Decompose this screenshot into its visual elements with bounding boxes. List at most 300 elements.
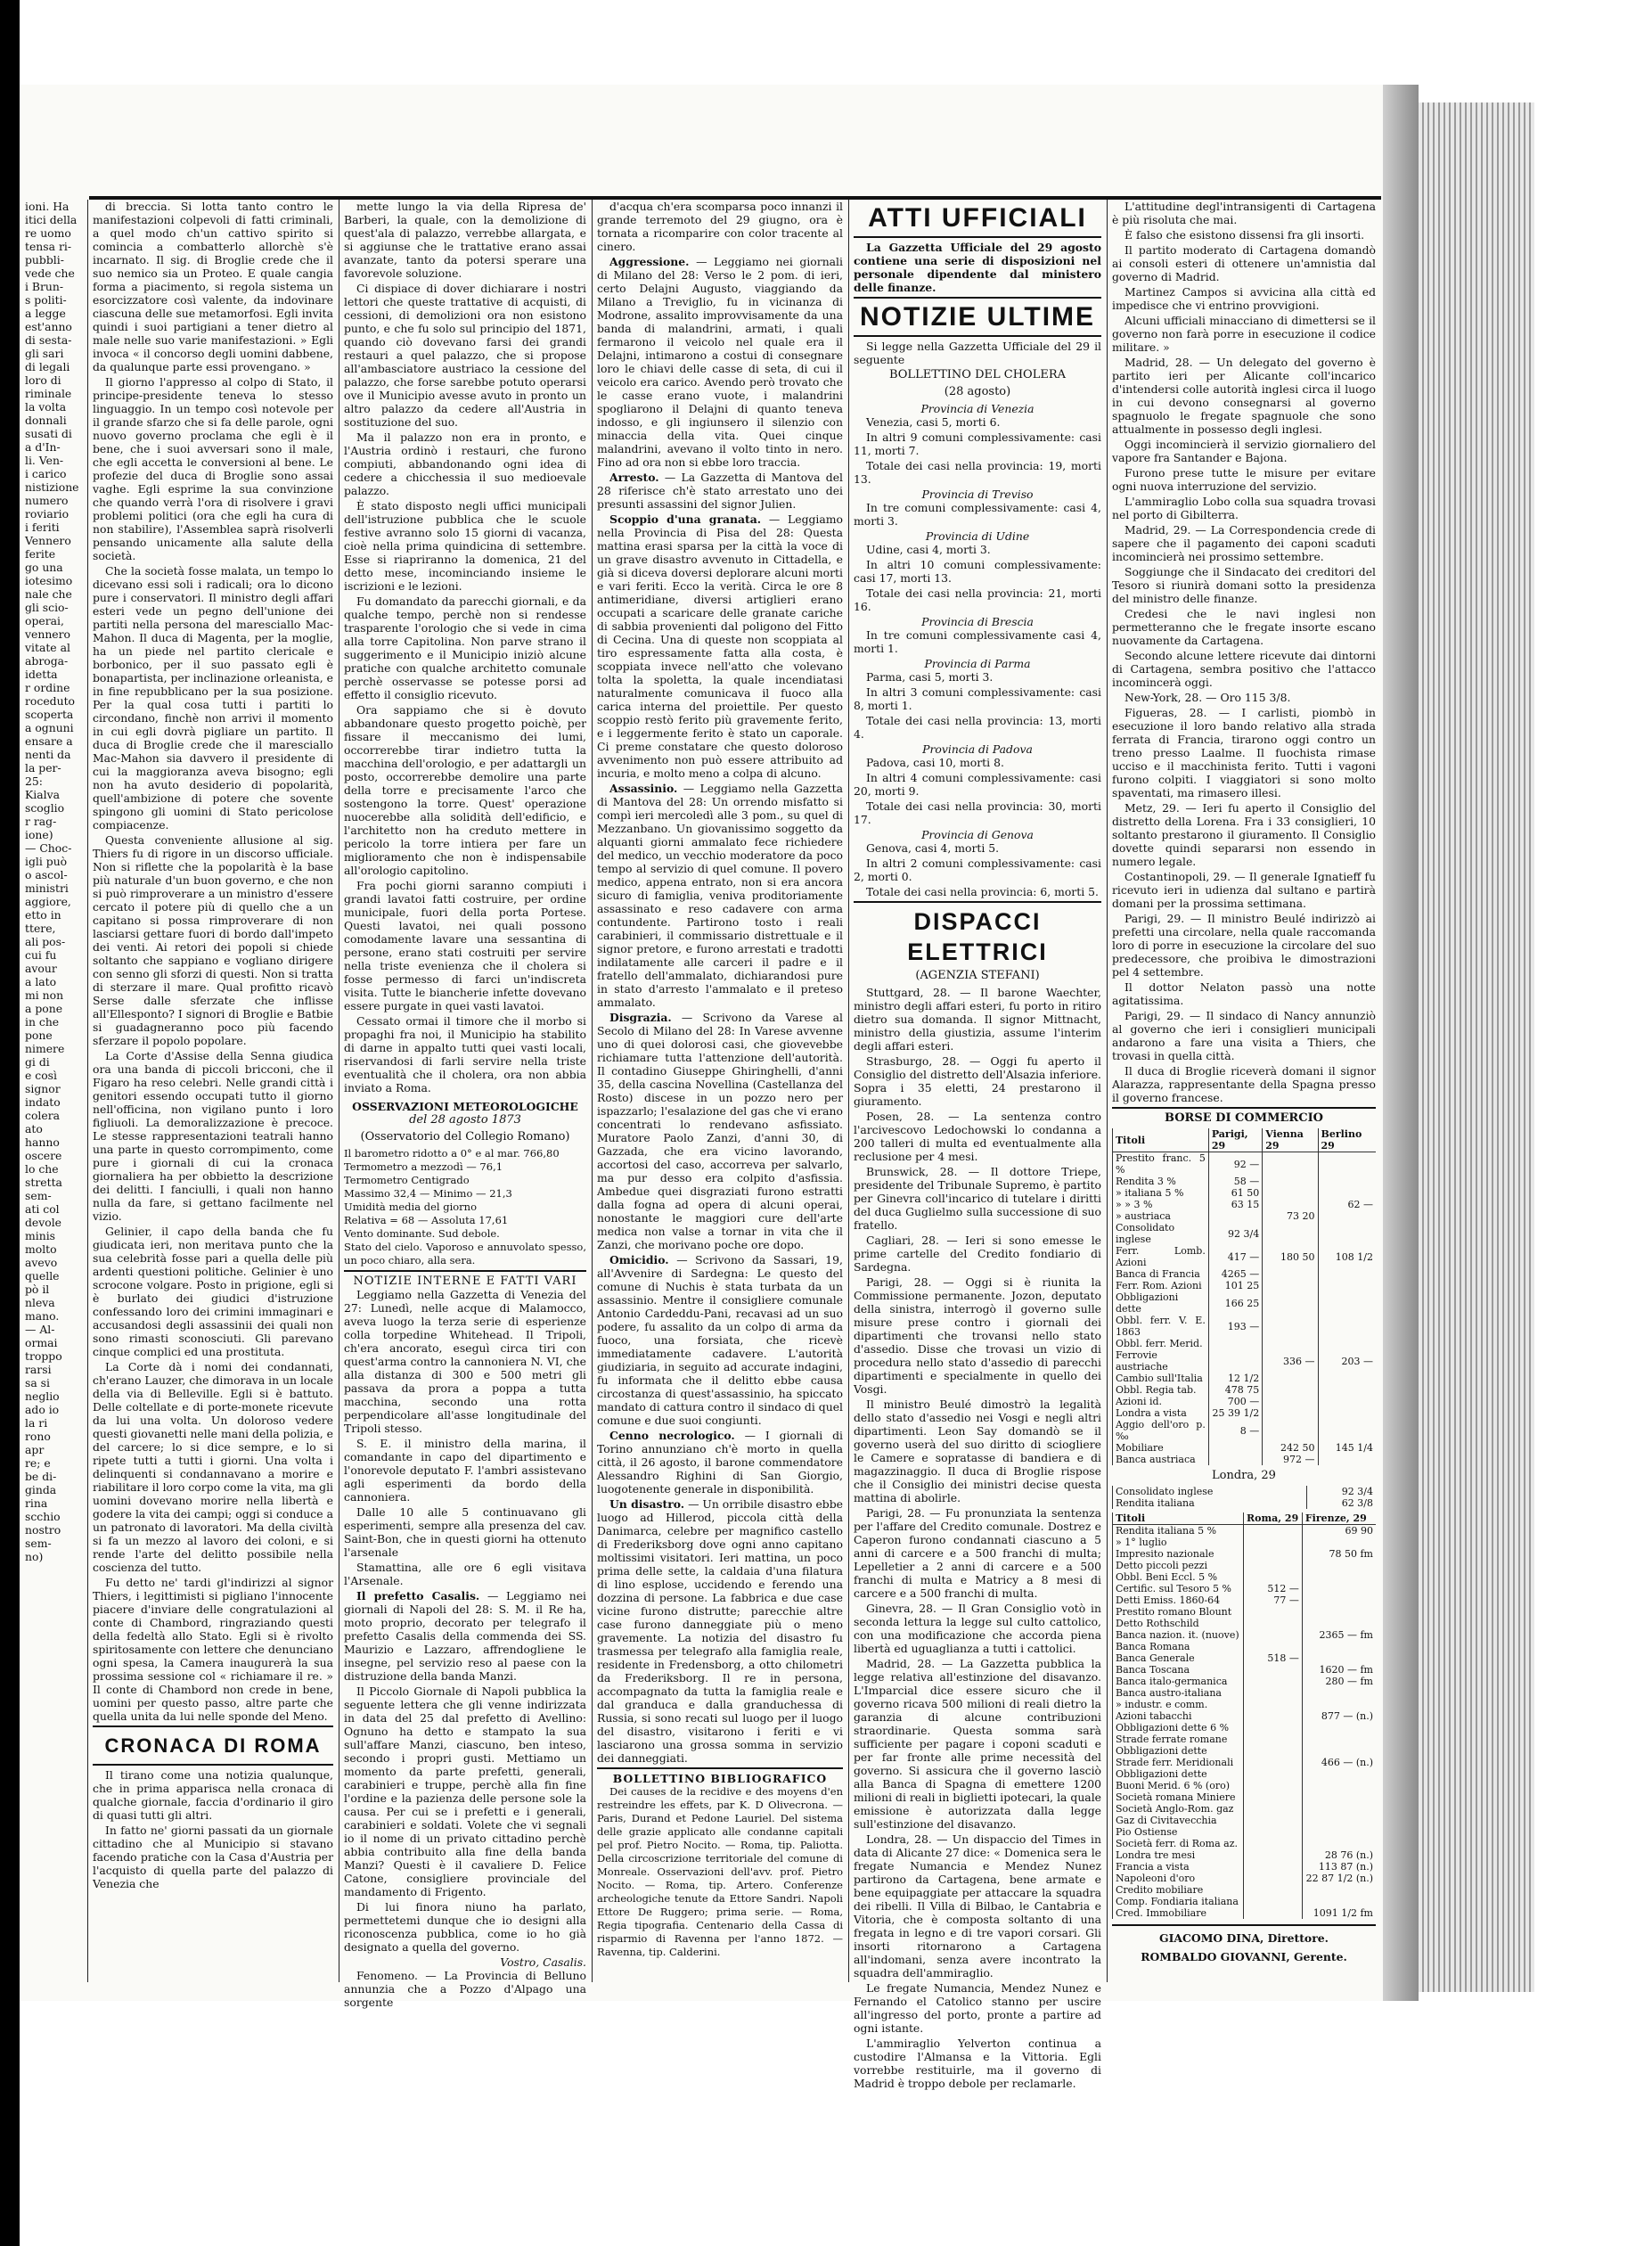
stub-line: no) <box>25 1550 44 1563</box>
meteo-line: Il barometro ridotto a 0° e al mar. 766,80 <box>344 1147 560 1160</box>
table-cell <box>1244 1884 1303 1896</box>
province-name: Provincia di Parma <box>924 657 1031 670</box>
stub-line: molto <box>25 1242 57 1256</box>
paragraph: Oggi incomincierà il servizio giornaliero del vapore fra Santander e Bajona. <box>1112 438 1376 464</box>
col3-paragraphs <box>597 200 843 253</box>
table-cell <box>1302 1838 1376 1849</box>
section-rule <box>344 1270 586 1272</box>
meteo-line: Stato del cielo. Vaporoso e annuvolato spesso, un poco chiaro, alla sera. <box>344 1241 586 1266</box>
news-item-text: — Leggiamo nella Provincia di Pisa del 28: Questa mattina erasi sparsa per la città la voce di un grave disastro avvenuto in Cittadella, e già si diceva doversi deplorare alcuni morti e vari feriti. Ecco la verità. Circa le ore 8 antimeridiane, diversi artiglieri erano occupati a scaricare delle granate cariche di sabbia provenienti dal poligono del Fitto di Cecina. Una di queste non scoppiata al tiro espressamente fatta alla costa, è scoppiata invece nell'atto che volevano tolta la spoletta, la quale incendiatasi naturalmente comunicava il fuoco alla carica interna del proiettile. Per questo scoppio restò ferito più gravemente ferito, e i leggermente ferito è stato un caporale. Ci preme constatare che questo doloroso avvenimento non può essere attribuito ad incuria, e molto meno a colpa di alcuno. <box>597 512 843 780</box>
cholera-title: BOLLETTINO DEL CHOLERA <box>888 368 1066 381</box>
table-row <box>1113 1791 1377 1803</box>
table-row <box>1113 1349 1377 1373</box>
paragraph: S. E. il ministro della marina, il comandante in capo del dipartimento e l'onorevole deputato F. l'ambri assistevano agli esperimenti da bordo della cannoniera. <box>344 1437 586 1504</box>
table-cell <box>1244 1699 1303 1710</box>
dispaccio: Parigi, 28. — Oggi si è riunita la Commissione permanente. Jozon, deputato della sinistra, interrogò il governo sulle misure prese contro i giornali dei dipartimenti che trovansi nello stato d'assedio. Disse che trovasi un vizio di procedura nello stato d'assedio di parecchi dipartimenti e specialmente in quello dei Vosgi. <box>854 1275 1101 1396</box>
table-row <box>1113 1222 1377 1245</box>
stub-line: i Brun- <box>25 280 64 293</box>
stub-line: sem- <box>25 1189 52 1202</box>
table-cell <box>1244 1629 1303 1641</box>
stub-line: numero <box>25 494 69 507</box>
paragraph: La Corte d'Assise della Senna giudica ora una banda di piccoli bricconi, che il Figaro ha reso celebri. Nelle grandi città i genitori essendo occupati tutto il giorno nell'officina, non vigilano punto i loro figliuoli. La demoralizzazione è precoce. Le stesse rappresentazioni teatrali hanno una parte in questo corrompimento, come pure i giornali di cui la cronaca giornaliera ha per obbietto la descrizione dei delitti. I fanciulli, i quali non hanno nulla da fare, si gettano facilmente nel vizio. <box>93 1049 333 1223</box>
stub-line: iotesimo <box>25 574 73 587</box>
table-cell <box>1244 1687 1303 1699</box>
paragraph: Ma il palazzo non era in pronto, e l'Austria ordinò i restauri, che furono compiuti, abbandonando ogni idea di cedere a chicchessia il suo medioevale palazzo. <box>344 430 586 497</box>
paragraph: Il dottor Nelaton passò una notte agitatissima. <box>1112 980 1376 1007</box>
table-cell: 78 50 fm <box>1302 1548 1376 1560</box>
table-cell <box>1244 1664 1303 1676</box>
col1-after-title <box>93 1768 333 1890</box>
stub-line: susati di <box>25 427 72 440</box>
province-line: Totale dei casi nella provincia: 6, morti 5. <box>866 885 1099 898</box>
table-cell <box>1263 1176 1318 1187</box>
page-gutter-shadow <box>1383 85 1419 2001</box>
table-cell: Ferrovie austriache <box>1113 1349 1209 1373</box>
table-row <box>1113 1291 1377 1315</box>
table-row <box>1113 1187 1377 1199</box>
meteo-line: Termometro Centigrado <box>344 1174 470 1186</box>
table-cell: Comp. Fondiaria italiana <box>1113 1896 1244 1907</box>
stub-line: a lato <box>25 975 57 988</box>
table-cell: 12 1/2 <box>1208 1373 1262 1384</box>
table-cell: Banca di Francia <box>1113 1268 1209 1280</box>
table-cell <box>1208 1349 1262 1373</box>
stub-line: nistizione <box>25 480 79 494</box>
table-row <box>1113 1486 1377 1497</box>
table-cell: 972 — <box>1263 1454 1318 1465</box>
stub-line: r rag- <box>25 815 57 828</box>
table-cell <box>1244 1548 1303 1560</box>
paragraph: L'attitudine degl'intransigenti di Cartagena è più risoluta che mai. <box>1112 200 1376 226</box>
news-item-title: Assassinio. <box>609 782 678 795</box>
table-cell <box>1263 1396 1318 1407</box>
table-row <box>1113 1734 1377 1745</box>
table-row <box>1113 1745 1377 1757</box>
province-line: Totale dei casi nella provincia: 13, morti 4. <box>854 714 1101 741</box>
table-header-cell: Vienna 29 <box>1263 1128 1318 1152</box>
dispaccio: Madrid, 28. — La Gazzetta pubblica la legge relativa all'estinzione del disavanzo. L'Imparcial dice essere sicuro che il governo ricava 500 milioni di reali dietro la garanzia di alcune contribuzioni straordinarie. Questa somma sarà sufficiente per pagare i coponi scaduti e per far fronte alle prime necessità del governo. Si assicura che il governo lasciò alla Banca di Spagna di emettere 1200 milioni di reali in biglietti ipotecari, la quale emissione è autorizzata dalla legge sull'estinzione del disavanzo. <box>854 1657 1101 1831</box>
news-item <box>597 1429 843 1496</box>
table-cell: Ferr. Lomb. Azioni <box>1113 1245 1209 1268</box>
paragraph: Ora sappiamo che si è dovuto abbandonare questo progetto poichè, per fissare il meccanismo dei lumi, occorrerebbe tirar indietro tutta la macchina dell'orologio, e per adattargli un posto, occorrerebbe demolire una parte della torre e precisamente l'arco che sostengono la torre. Quest' operazione nuocerebbe alla solidità dell'edificio, e l'architetto non ha creduto mettere in pericolo la torre intiera per fare un miglioramento che non è indispensabile all'orologio capitolino. <box>344 703 586 877</box>
news-item-text: — La Gazzetta di Mantova del 28 riferisce ch'è stato arrestato uno dei presunti assassini del signor Julien. <box>597 471 843 511</box>
table-row <box>1113 1907 1377 1919</box>
stub-line: la volta <box>25 400 67 414</box>
table-cell <box>1244 1537 1303 1548</box>
news-item-text: — Leggiamo nei giornali di Milano del 28: Verso le 2 pom. di ieri, certo Delajni Augusto, viaggiando da Milano a Treviglio, fu in vicinanza di Modrone, assalito improvvisamente da una banda di malandrini, armati, i quali fermarono il veicolo nel quale era il Delajni, intimarono a costui di consegnare loro le chiavi delle casse di seta, di cui il veicolo era carico. Avendo però trovato che le casse erano vuote, i malandrini spogliarono il Delajni di quanto teneva indosso, e gli ingiunsero il silenzio con minaccia della vita. Quei cinque malandrini, avevano il volto tinto in nero. Fino ad ora non si ebbe loro traccia. <box>597 255 843 469</box>
stub-line: gli sari <box>25 347 64 360</box>
stub-line: itici della <box>25 213 78 226</box>
column-rule <box>592 200 593 1982</box>
paragraph: Stamattina, alle ore 6 egli visitava l'Arsenale. <box>344 1561 586 1587</box>
table-row <box>1113 1594 1377 1606</box>
table-cell <box>1263 1291 1318 1315</box>
atti-ufficiali-title: ATTI UFFICIALI <box>868 203 1087 233</box>
table-cell: Obbl. ferr. Merid. <box>1113 1338 1209 1349</box>
news-item <box>597 471 843 511</box>
table-row <box>1113 1699 1377 1710</box>
table-cell: 280 — fm <box>1302 1676 1376 1687</box>
paragraph: Figueras, 28. — I carlisti, piombò in esecuzione il loro bando relativo alla strada ferrata di Francia, tirarono oggi contro un treno presso Laalme. Il fuochista rimase ucciso e il macchinista ferito. Tutti i vagoni furono colpiti. I viaggiatori si sono molto spaventati, ma rimasero illesi. <box>1112 706 1376 799</box>
table-header-row <box>1113 1128 1377 1152</box>
province-line: Totale dei casi nella provincia: 19, morti 13. <box>854 459 1101 486</box>
paragraph: Soggiunge che il Sindacato dei creditori del Tesoro si riunirà domani sotto la presidenza del ministro delle finanze. <box>1112 565 1376 605</box>
table-cell <box>1263 1338 1318 1349</box>
stub-line: colera <box>25 1109 61 1122</box>
table-header-cell: Berlino 29 <box>1318 1128 1376 1152</box>
table-cell: 877 — (n.) <box>1302 1710 1376 1722</box>
paragraph: Il duca di Broglie riceverà domani il signor Alarazza, rappresentante della Spagna presso il governo francese. <box>1112 1064 1376 1104</box>
province-line: Totale dei casi nella provincia: 30, morti 17. <box>854 799 1101 826</box>
stub-line: scoglio <box>25 801 65 815</box>
stub-line: rina <box>25 1496 48 1510</box>
stub-line: ginda <box>25 1483 57 1496</box>
table-row <box>1113 1384 1377 1396</box>
table-row <box>1113 1780 1377 1791</box>
stub-line: ione) <box>25 828 53 841</box>
table-cell: Detti Emiss. 1860-64 <box>1113 1594 1244 1606</box>
table-cell: Obbl. Beni Eccl. 5 % <box>1113 1571 1244 1583</box>
table-cell <box>1244 1791 1303 1803</box>
paragraph: Costantinopoli, 29. — Il generale Ignatieff fu ricevuto ieri in udienza dal sultano e partirà domani per la prossima settimana. <box>1112 870 1376 910</box>
table-cell: Obbligazioni dette <box>1113 1768 1244 1780</box>
stub-line: lo che <box>25 1162 59 1176</box>
table-cell <box>1318 1384 1376 1396</box>
table-cell: 69 90 <box>1302 1525 1376 1537</box>
table-cell <box>1318 1280 1376 1291</box>
stub-line: devole <box>25 1216 62 1229</box>
table-cell: 8 — <box>1208 1419 1262 1442</box>
dispaccio: Londra, 28. — Un dispaccio del Times in data di Alicante 27 dice: « Domenica sera le fregate Numancia e Mendez Nunez partirono da Cartagena, bene armate e bene equipaggiate per attaccare la squadra dei ribelli. Il Villa di Bilbao, le Cantabria e Vitoria, che è composta soltanto di una fregata in legno e di tre vapori corsari. Gli insorti ritornarono a Cartagena all'indomani, senza avere incontrato la squadra dell'ammiraglio. <box>854 1832 1101 1980</box>
table-cell <box>1302 1641 1376 1652</box>
table-cell <box>1244 1849 1303 1861</box>
table-cell: Cambio sull'Italia <box>1113 1373 1209 1384</box>
meteo-lines <box>344 1147 586 1267</box>
col3-news-items <box>597 255 843 1765</box>
table-cell <box>1263 1419 1318 1442</box>
table-cell <box>1302 1652 1376 1664</box>
column-1 <box>93 200 333 1982</box>
province-line: In altri 3 comuni complessivamente: casi 8, morti 1. <box>854 685 1101 712</box>
news-item-title: Aggressione. <box>609 255 690 268</box>
table-cell: Londra a vista <box>1113 1407 1209 1419</box>
table-cell <box>1244 1873 1303 1884</box>
dispaccio: Posen, 28. — La sentenza contro l'arcivescovo Ledochowski lo condanna a 200 talleri di multa ed eventualmente alla reclusione per 4 mesi. <box>854 1110 1101 1163</box>
table-cell <box>1318 1407 1376 1419</box>
table-cell: 512 — <box>1244 1583 1303 1594</box>
table-cell <box>1263 1187 1318 1199</box>
table-cell: » industr. e comm. <box>1113 1699 1244 1710</box>
section-rule <box>854 335 1101 337</box>
stub-line: scoperta <box>25 708 74 721</box>
table-cell <box>1244 1722 1303 1734</box>
table-row <box>1113 1722 1377 1734</box>
table-row <box>1113 1884 1377 1896</box>
table-row <box>1113 1768 1377 1780</box>
table-cell <box>1244 1676 1303 1687</box>
dispaccio: Stuttgard, 28. — Il barone Waechter, ministro degli affari esteri, fu porto in ritiro dietro sua domanda. Il signor Mittnacht, ministro della giustizia, assume l'interim degli affari esteri. <box>854 986 1101 1053</box>
paragraph: Cessato ormai il timore che il morbo si propaghi fra noi, il Municipio ha stabilito di darne in appalto tutti quei vasti locali, riservandosi di farli servire nella triste eventualità che il cholera, ora non abbia inviato a Roma. <box>344 1014 586 1094</box>
stub-line: a ognuni <box>25 721 74 734</box>
province-line: In altri 4 comuni complessivamente: casi 20, morti 9. <box>854 771 1101 798</box>
paragraph: Gelinier, il capo della banda che fu giudicata ieri, non meritava punto che la sua celebrità fosse pari a quella delle più ardenti questioni politiche. Gelinier è uno scrocone volgare. Posto in prigione, egli si è burlato dei giudici d'istruzione confessando loro dei crimini immaginari e accusandosi degli assassinii dei quali non sono rimasti sconosciuti. Gli parevano cinque complici ed una prostituta. <box>93 1225 333 1358</box>
table-cell: 101 25 <box>1208 1280 1262 1291</box>
table-cell: 2365 — fm <box>1302 1629 1376 1641</box>
stub-line: pò il <box>25 1283 50 1296</box>
paragraph: Madrid, 28. — Un delegato del governo è partito ieri per Alicante coll'incarico d'intendersi colle autorità inglesi circa il luogo in cui devono consegnarsi al governo spagnuolo le fregate spagnuole che sono attualmente in possesso degli inglesi. <box>1112 356 1376 436</box>
stub-line: avour <box>25 962 57 975</box>
paragraph: È stato disposto negli uffici municipali dell'istruzione pubblica che le scuole festive avranno solo 15 giorni di vacanza, cioè nella prima quindicina di settembre. Esse si riapriranno la domenica, 21 del detto mese, incominciando insieme le iscrizioni e le lezioni. <box>344 499 586 593</box>
column-3 <box>597 200 843 1982</box>
paragraph: Il giorno l'appresso al colpo di Stato, il principe-presidente teneva lo stesso linguaggio. In un tempo così notevole per il grande sfarzo che si fa delle parole, ogni nuovo governo proclama che egli è il bene, che i suoi avversari sono il male, che egli accetta le conversioni al bene. Le profezie del duca di Broglie sono assai vaghe. Egli esprime la sua convinzione che quando verrà l'ora di risolvere i gravi problemi politici (ora che egli ha cura di non stabilire), l'Assemblea saprà risolverli pensando unicamente alla salute della società. <box>93 375 333 562</box>
table-cell: 77 — <box>1244 1594 1303 1606</box>
column-5 <box>1112 200 1376 1982</box>
table-row <box>1113 1687 1377 1699</box>
stub-line: ttere, <box>25 922 56 935</box>
section-rule <box>1112 1924 1376 1926</box>
news-item-title: Arresto. <box>609 471 659 484</box>
paragraph: Che la società fosse malata, un tempo lo dicevano essi soli i radicali; ora lo dicono pure i conservatori. Il ministro degli affari esteri vede un pegno dell'unione dei partiti nella persona del maresciallo Mac-Mahon. Il duca di Magenta, per la moglie, ha un piede nel partito clericale e borbonico, per il suo passato egli è bonapartista, per inclinazione orleanista, e in fine repubblicano per la sua posizione. Per la qual cosa tutti i partiti lo circondano, finchè non arrivi il momento in cui egli dovrà pigliare un partito. Il duca di Broglie crede che il maresciallo Mac-Mahon sia davvero il presidente di cui la maggioranza aveva bisogno; egli non ha avuto desiderio di popolarità, quell'ambizione di potere che sovente spingono gli uomini di Stato pericolose compiacenze. <box>93 564 333 832</box>
stub-line: nale che <box>25 587 72 601</box>
table-row <box>1113 1419 1377 1442</box>
province-line: In altri 2 comuni complessivamente: casi 2, morti 0. <box>854 857 1101 883</box>
province-line: In altri 10 comuni complessivamente: casi 17, morti 13. <box>854 558 1101 585</box>
province-line: Totale dei casi nella provincia: 21, morti 16. <box>854 586 1101 613</box>
table-row <box>1113 1861 1377 1873</box>
table-cell <box>1302 1826 1376 1838</box>
table-cell: Banca austro-italiana <box>1113 1687 1244 1699</box>
table-cell: 145 1/4 <box>1318 1442 1376 1454</box>
news-item-text: — Leggiamo nella Gazzetta di Mantova del 28: Un orrendo misfatto si compì ieri mercoledì alle 3 pom., su quel di Mezzanbano. Un giovanissimo soggetto da alquanti giorni ammalato fece richiedere del medico, un vecchio moderatore da poco tempo al servizio di quel comune. Il povero medico, appena entrato, non si era ancora sicuro di famiglia, veniva proditoriamente assassinato e reso cadavere con arma contundente. Partirono tosto i reali carabinieri, il commissario distrettuale e il signor pretore, e furono arrestati e tradotti indilatamente alle carceri il padre e il fratello dell'ammalato, dichiarandosi pure in stato d'arresto l'ammalato e il preteso ammalato. <box>597 782 843 1009</box>
agenzia-stefani: (AGENZIA STEFANI) <box>915 969 1040 982</box>
table-cell: 478 75 <box>1208 1384 1262 1396</box>
table-cell: Detto Rothschild <box>1113 1618 1244 1629</box>
table-row <box>1113 1315 1377 1338</box>
table-cell <box>1244 1768 1303 1780</box>
meteo-line: Massimo 32,4 — Minimo — 21,3 <box>344 1187 512 1200</box>
province-line: Padova, casi 10, morti 8. <box>866 756 1004 769</box>
stub-line: — Al- <box>25 1323 55 1336</box>
stub-line: nenti da <box>25 748 71 761</box>
table-cell <box>1244 1896 1303 1907</box>
piccolo-item-2: Di lui finora niuno ha parlato, permettetemi dunque che io designi alla riconoscenza pubblica, come io ho già designato a quella del governo. <box>344 1900 586 1954</box>
table-cell: 113 87 (n.) <box>1302 1861 1376 1873</box>
table-cell <box>1208 1454 1262 1465</box>
table-row <box>1113 1618 1377 1629</box>
stub-line: o ascol- <box>25 868 68 881</box>
paragraph: L'ammiraglio Lobo colla sua squadra trovasi nel porto di Gibilterra. <box>1112 495 1376 521</box>
stub-line: nleva <box>25 1296 55 1309</box>
table-row <box>1113 1652 1377 1664</box>
stub-line: stretta <box>25 1176 62 1189</box>
table-cell: Azioni id. <box>1113 1396 1209 1407</box>
table-cell: Impresito nazionale <box>1113 1548 1244 1560</box>
table-cell <box>1302 1780 1376 1791</box>
stub-line: pone <box>25 1029 53 1042</box>
notizie-ultime-title: NOTIZIE ULTIME <box>859 302 1096 332</box>
table-cell <box>1302 1803 1376 1815</box>
table-cell: 166 25 <box>1208 1291 1262 1315</box>
table-cell: » italiana 5 % <box>1113 1187 1209 1199</box>
table-cell: Società Anglo-Rom. gaz <box>1113 1803 1244 1815</box>
table-row <box>1113 1606 1377 1618</box>
table-cell <box>1263 1373 1318 1384</box>
table-cell <box>1208 1442 1262 1454</box>
dispaccio: Le fregate Numancia, Mendez Nunez e Fernando el Catolico stanno per uscire all'ingresso del porto, pronte a partire ad ogni istante. <box>854 1981 1101 2035</box>
londra-title: Londra, 29 <box>1212 1469 1276 1482</box>
stub-line: ministri <box>25 881 69 895</box>
column-rule <box>1107 200 1108 1982</box>
table-row <box>1113 1571 1377 1583</box>
stub-line: — Choc- <box>25 841 72 855</box>
dispaccio: Ginevra, 28. — Il Gran Consiglio votò in seconda lettura la legge sul culto cattolico, con una modificazione che accorda piena libertà ed uguaglianza a tutti i cattolici. <box>854 1602 1101 1655</box>
notizie-intro: Si legge nella Gazzetta Ufficiale del 29 il seguente <box>854 340 1101 366</box>
table-cell <box>1318 1396 1376 1407</box>
stub-line: mi non <box>25 988 64 1002</box>
table-header-cell: Parigi, 29 <box>1208 1128 1262 1152</box>
section-rule <box>1112 1107 1376 1109</box>
table-row <box>1113 1757 1377 1768</box>
table-cell <box>1318 1176 1376 1187</box>
stub-line: pubbli- <box>25 253 64 266</box>
stub-line: hanno <box>25 1135 60 1149</box>
news-item <box>597 1011 843 1251</box>
table-row <box>1113 1210 1377 1222</box>
stub-line: vitate al <box>25 641 70 654</box>
table-cell: 1091 1/2 fm <box>1302 1907 1376 1919</box>
table-cell: Buoni Merid. 6 % (oro) <box>1113 1780 1244 1791</box>
paragraph: Questa conveniente allusione al sig. Thiers fu di rigore in un discorso ufficiale. Non si riflette che la popolarità è la base più naturale d'un buon governo, e che non si può rimproverare a un ministro d'essere cercato il potere più di quello che a un capitano si possa rimproverare di non lasciarsi gettare fuori di bordo dall'impeto dei venti. Ai retori dei popoli si chiede soltanto che sappiano e vogliano dirigere con senno gli sforzi di questi. Non si tratta di sterzare il mare. Qual profitto ricavò Serse dalle sferzate che inflisse all'Ellesponto? I signori di Broglie e Batbie si guadagneranno poco più facendo sferzare il popolo popolare. <box>93 833 333 1047</box>
table-row <box>1113 1537 1377 1548</box>
stub-line: etto in <box>25 908 61 922</box>
table-cell: Prestito franc. 5 % <box>1113 1152 1209 1176</box>
stub-line: a pone <box>25 1002 63 1015</box>
paragraph: Il tirano come una notizia qualunque, che in prima apparisca nella cronaca di qualche giornale, faccia d'ordinario il giro di quasi tutti gli altri. <box>93 1768 333 1822</box>
table-cell: 180 50 <box>1263 1245 1318 1268</box>
table-cell <box>1244 1641 1303 1652</box>
table-header-row <box>1113 1512 1377 1525</box>
column-4 <box>854 200 1101 2090</box>
stub-line: gli scio- <box>25 601 69 614</box>
stub-line: sem- <box>25 1537 52 1550</box>
stub-line: roviario <box>25 507 70 521</box>
table-cell <box>1302 1594 1376 1606</box>
section-rule <box>854 901 1101 903</box>
table-cell: Certific. sul Tesoro 5 % <box>1113 1583 1244 1594</box>
stub-line: minis <box>25 1229 56 1242</box>
table-cell <box>1318 1187 1376 1199</box>
news-item <box>597 1497 843 1765</box>
table-cell <box>1263 1268 1318 1280</box>
table-cell: 25 39 1/2 <box>1208 1407 1262 1419</box>
table-cell: Napoleoni d'oro <box>1113 1873 1244 1884</box>
table-cell <box>1302 1537 1376 1548</box>
book-page-edges <box>1419 102 1534 1992</box>
col5-paragraphs <box>1112 200 1376 1104</box>
table-cell <box>1244 1815 1303 1826</box>
scan-edge <box>0 0 20 2246</box>
stub-line: est'anno <box>25 320 72 333</box>
paragraph: Ci dispiace di dover dichiarare i nostri lettori che queste trattative di acquisti, di cessioni, di demolizioni ora non esistono punto, e che fu solo sul principio del 1871, quando ciò dovevano farsi dei grandi restauri a quel palazzo, che si propose all'ambasciatore austriaco la cessione del palazzo, che forse sarebbe potuto operarsi ove il Municipio avesse avuto in pronto un altro palazzo da cedere all'Austria in sostituzione del suo. <box>344 282 586 429</box>
meteo-observatory: (Osservatorio del Collegio Romano) <box>360 1130 570 1143</box>
stub-line: oscere <box>25 1149 62 1162</box>
stub-line: di legali <box>25 360 70 373</box>
fenomeno-item: Fenomeno. — La Provincia di Belluno annunzia che a Pozzo d'Alpago una sorgente <box>344 1969 586 2009</box>
table-cell <box>1244 1560 1303 1571</box>
table-row <box>1113 1176 1377 1187</box>
table-cell: Azioni tabacchi <box>1113 1710 1244 1722</box>
stub-line: mano. <box>25 1309 60 1323</box>
table-row <box>1113 1245 1377 1268</box>
table-cell: 193 — <box>1208 1315 1262 1338</box>
table-row <box>1113 1560 1377 1571</box>
borse-title: BORSE DI COMMERCIO <box>1165 1111 1323 1125</box>
table-cell <box>1208 1210 1262 1222</box>
stub-line: i carico <box>25 467 67 480</box>
table-cell: Aggio dell'oro p. ‰ <box>1113 1419 1209 1442</box>
table-row <box>1113 1497 1377 1509</box>
casalis-item <box>344 1589 586 1683</box>
section-rule <box>597 1767 843 1769</box>
section-rule <box>93 1725 333 1727</box>
table-cell: 62 — <box>1318 1199 1376 1210</box>
stub-line: go una <box>25 561 63 574</box>
table-row <box>1113 1849 1377 1861</box>
table-cell <box>1318 1454 1376 1465</box>
table-cell <box>1318 1222 1376 1245</box>
gerente: ROMBALDO GIOVANNI, Gerente. <box>1141 1950 1347 1963</box>
news-item-text: — Un orribile disastro ebbe luogo ad Hillerod, piccola città della Danimarca, celebre per magnifico castello di Frederiksborg dove ogni anno capitano moltissimi visitatori. Ieri mattina, un poco prima delle sette, la caldaia d'una filatura di lino esplose, uccidendo e ferendo una dozzina di persone. La fabbrica e due case vicine furono distrutte; parecchie altre case furono danneggiate più o meno gravemente. La notizia del disastro fu trasmessa per telegrafo alla famiglia reale, residente in Fredensborg, a otto chilometri da Frederiksborg. Il re in persona, accompagnato da tutta la famiglia reale e dal granduca e dalla granduchessa di Russia, si sono recati sul luogo per il luogo del disastro, visitarono i feriti e vi lasciarono una grossa somma in servizio dei danneggiati. <box>597 1497 843 1765</box>
table-cell: Banca nazion. it. (nuove) <box>1113 1629 1244 1641</box>
table-cell <box>1244 1571 1303 1583</box>
stub-line: ioni. Ha <box>25 200 70 213</box>
table-cell <box>1244 1525 1303 1537</box>
table-cell <box>1244 1618 1303 1629</box>
stub-line: donnali <box>25 414 67 427</box>
stub-line: r ordine <box>25 681 70 694</box>
paragraph: In fatto ne' giorni passati da un giornale cittadino che al Municipio si stavano facendo pratiche con la Casa d'Austria per l'acquisto di quella parte del palazzo di Venezia che <box>93 1824 333 1890</box>
province-line: In altri 9 comuni complessivamente: casi 11, morti 7. <box>854 430 1101 457</box>
table-cell <box>1302 1560 1376 1571</box>
table-cell <box>1244 1826 1303 1838</box>
stub-line: e così <box>25 1069 57 1082</box>
stub-line: ati col <box>25 1202 60 1216</box>
stub-line: avevo <box>25 1256 58 1269</box>
col1-paragraphs <box>93 200 333 1723</box>
paragraph: Metz, 29. — Ieri fu aperto il Consiglio del distretto della Lorena. Fra i 33 consiglieri, 10 soltanto prestarono il giuramento. Il Consiglio dovette quindi separarsi non essendo in numero legale. <box>1112 801 1376 868</box>
table-cell <box>1244 1757 1303 1768</box>
table-cell <box>1244 1745 1303 1757</box>
table-cell: 4265 — <box>1208 1268 1262 1280</box>
table-cell <box>1318 1291 1376 1315</box>
dispaccio: Il ministro Beulé dimostrò la legalità dello stato d'assedio nei Vosgi e negli altri dipartimenti. Leon Say domandò se il governo userà del suo diritto di sciogliere le Camere e sopratasse di bandiera e di magazzinaggio. Il duca di Broglie rispose che il Consiglio dei ministri decise questa mattina di abolirle. <box>854 1398 1101 1504</box>
stub-line: s politi- <box>25 293 67 307</box>
stub-line: be di- <box>25 1470 57 1483</box>
dispaccio: Cagliari, 28. — Ieri si sono emesse le prime cartelle del Credito fondiario di Sardegna. <box>854 1234 1101 1274</box>
stub-line: re; e <box>25 1456 51 1470</box>
province-line: In tre comuni complessivamente: casi 4, morti 3. <box>854 501 1101 528</box>
table-cell: Obbligazioni dette <box>1113 1745 1244 1757</box>
table-cell: Detto piccoli pezzi <box>1113 1560 1244 1571</box>
table-cell: Gaz di Civitavecchia <box>1113 1815 1244 1826</box>
column-rule <box>87 200 88 1982</box>
stub-line: loro di <box>25 373 61 387</box>
table-cell: 61 50 <box>1208 1187 1262 1199</box>
table-cell: Consolidato inglese <box>1113 1222 1209 1245</box>
notizie-interne-paragraphs <box>344 1288 586 1587</box>
province-line: Parma, casi 5, morti 3. <box>866 670 994 684</box>
dispaccio: L'ammiraglio Yelverton continua a custodire l'Almansa e la Vittoria. Egli vorrebbe restituirle, ma il governo di Madrid è troppo debole per reclamarle. <box>854 2037 1101 2090</box>
